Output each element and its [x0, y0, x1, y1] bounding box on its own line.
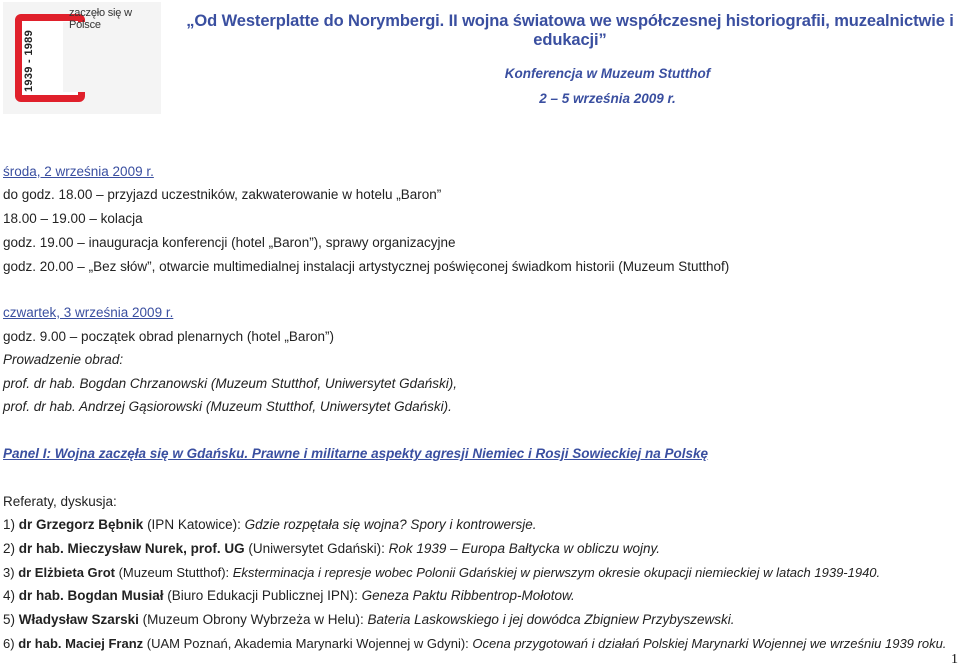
talk-item: [3, 517, 537, 532]
day2-heading: czwartek, 3 września 2009 r.: [3, 305, 174, 320]
talks-label: Referaty, dyskusja:: [3, 494, 117, 509]
talk-number: 3): [3, 565, 15, 580]
logo-tagline: zaczęło się w Polsce: [69, 7, 132, 31]
moderation-label: Prowadzenie obrad:: [3, 352, 124, 367]
moderator: prof. dr hab. Andrzej Gąsiorowski (Muzeum Stutthof, Uniwersytet Gdański).: [3, 399, 452, 414]
day2-start: godz. 9.00 – początek obrad plenarnych (hotel „Baron”): [3, 329, 334, 344]
talk-item: [3, 636, 946, 651]
talk-speaker: Władysław Szarski: [18, 612, 139, 627]
talk-affiliation: (UAM Poznań, Akademia Marynarki Wojennej w Gdyni):: [143, 636, 473, 651]
day1-item: godz. 19.00 – inauguracja konferencji (hotel „Baron”), sprawy organizacyjne: [3, 235, 456, 250]
talk-title: Bateria Laskowskiego i jej dowódca Zbigniew Przybyszewski.: [367, 612, 735, 627]
talk-speaker: dr hab. Maciej Franz: [18, 636, 144, 651]
day1-item: godz. 20.00 – „Bez słów”, otwarcie multimedialnej instalacji artystycznej poświęconej świadkom historii (Muzeum Stutthof): [3, 259, 730, 274]
talk-item: [3, 612, 734, 627]
talk-title: Ocena przygotowań i działań Polskiej Marynarki Wojennej we wrześniu 1939 roku.: [472, 636, 947, 651]
day1-item: do godz. 18.00 – przyjazd uczestników, zakwaterowanie w hotelu „Baron”: [3, 187, 442, 202]
talk-affiliation: (Uniwersytet Gdański):: [244, 541, 389, 556]
document-title: „Od Westerplatte do Norymbergi. II wojna światowa we współczesnej historiografii, muzealnictwie i edukacji”: [186, 12, 954, 49]
talk-affiliation: (Muzeum Obrony Wybrzeża w Helu):: [138, 612, 368, 627]
day1-item: 18.00 – 19.00 – kolacja: [3, 211, 143, 226]
talk-title: Gdzie rozpętała się wojna? Spory i kontrowersje.: [244, 517, 537, 532]
moderator: prof. dr hab. Bogdan Chrzanowski (Muzeum Stutthof, Uniwersytet Gdański),: [3, 376, 457, 391]
talk-affiliation: (IPN Katowice):: [143, 517, 245, 532]
logo-years: 1939 - 1989: [23, 29, 35, 92]
conference-dates: 2 – 5 września 2009 r.: [539, 91, 676, 106]
conference-name: Konferencja w Muzeum Stutthof: [504, 66, 711, 81]
talk-speaker: dr Elżbieta Grot: [18, 565, 115, 580]
panel-title: Panel I: Wojna zaczęła się w Gdańsku. Prawne i militarne aspekty agresji Niemiec i Rosji Sowieckiej na Polskę: [3, 446, 709, 461]
talk-affiliation: (Biuro Edukacji Publicznej IPN):: [163, 588, 362, 603]
day1-heading: środa, 2 września 2009 r.: [3, 164, 154, 179]
talk-title: Eksterminacja i represje wobec Polonii Gdańskiej w pierwszym okresie okupacji niemieckiej w latach 1939-1940.: [232, 565, 881, 580]
talk-speaker: dr hab. Bogdan Musiał: [18, 588, 164, 603]
talk-number: 2): [3, 541, 16, 556]
talk-item: [3, 565, 880, 580]
talk-speaker: dr Grzegorz Bębnik: [18, 517, 144, 532]
talk-number: 1): [3, 517, 16, 532]
talk-title: Geneza Paktu Ribbentrop-Mołotow.: [361, 588, 575, 603]
talk-number: 6): [3, 636, 15, 651]
talk-item: [3, 541, 660, 556]
talk-number: 4): [3, 588, 16, 603]
talk-number: 5): [3, 612, 16, 627]
talk-item: [3, 588, 575, 603]
talk-speaker: dr hab. Mieczysław Nurek, prof. UG: [18, 541, 245, 556]
talk-affiliation: (Muzeum Stutthof):: [114, 565, 233, 580]
page-number: 1: [951, 652, 958, 667]
talk-title: Rok 1939 – Europa Bałtycka w obliczu wojny.: [388, 541, 661, 556]
